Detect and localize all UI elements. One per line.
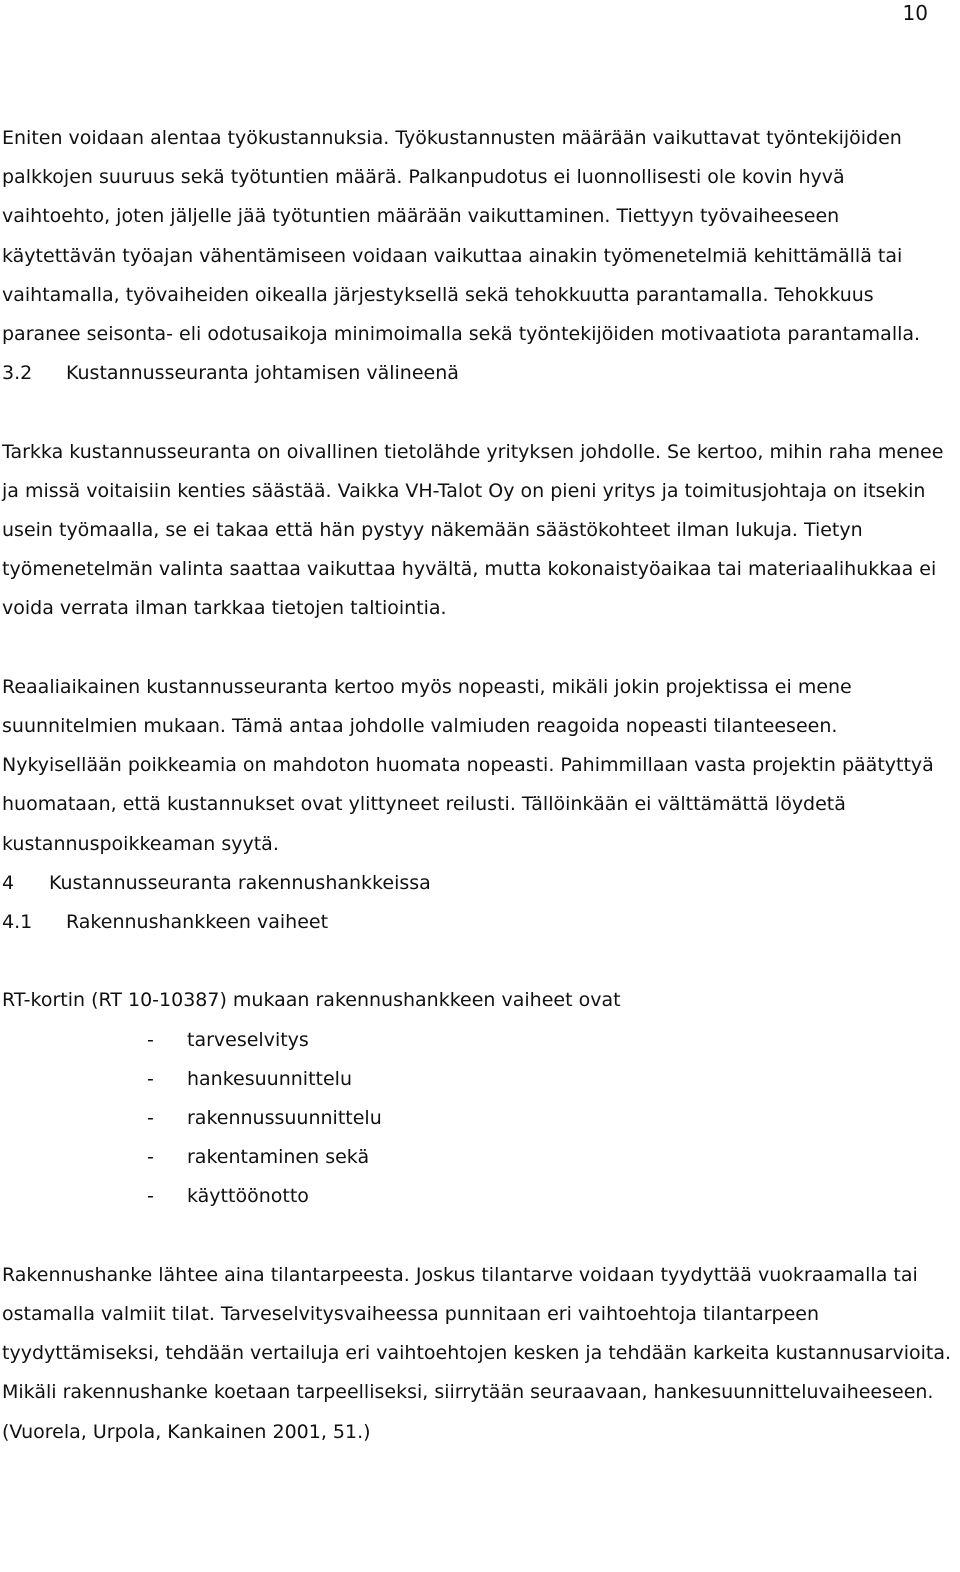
paragraph-cost-tracking: Tarkka kustannusseuranta on oivallinen tietolähde yrityksen johdolle. Se kertoo, mihin raha menee ja missä voitaisiin kenties säästää. Vaikka VH-Talot Oy on pieni yritys ja toimitusjohtaja on itsekin usein työmaalla, se ei takaa että hän pystyy näkemään säästökohteet ilman lukuja. Tietyn työmenetelmän valinta saattaa vaikuttaa hyvältä, mutta kokonaistyöaikaa tai materiaalihukkaa ei voida verrata ilman tarkkaa tietojen taltiointia. xyxy=(2,440,944,620)
heading-section-3-2 xyxy=(2,354,952,393)
list-bullet: - xyxy=(147,1107,154,1130)
heading-number: 4 xyxy=(2,871,15,894)
page-number: 10 xyxy=(902,1,928,25)
heading-number: 4.1 xyxy=(2,911,33,934)
phase-list xyxy=(2,1021,952,1217)
list-item xyxy=(2,1177,952,1216)
heading-title: Rakennushankkeen vaiheet xyxy=(66,911,329,934)
list-bullet: - xyxy=(147,1185,154,1208)
heading-title: Kustannusseuranta johtamisen välineenä xyxy=(66,362,459,385)
list-item-text: hankesuunnittelu xyxy=(187,1067,352,1090)
paragraph-realtime-tracking: Reaaliaikainen kustannusseuranta kertoo myös nopeasti, mikäli jokin projektissa ei mene suunnitelmien mukaan. Tämä antaa johdolle valmiuden reagoida nopeasti tilanteeseen. Nykyisellään poikkeamia on mahdoton huomata nopeasti. Pahimmillaan vasta projektin päätyttyä huomataan, että kustannukset ovat ylittyneet reilusti. Tällöinkään ei välttämättä löydetä kustannuspoikkeaman syytä. xyxy=(2,675,934,855)
heading-number: 3.2 xyxy=(2,362,33,385)
list-bullet: - xyxy=(147,1067,154,1090)
paragraph-project-start: Rakennushanke lähtee aina tilantarpeesta. Joskus tilantarve voidaan tyydyttää vuokraamalla tai ostamalla valmiit tilat. Tarveselvitysvaiheessa punnitaan eri vaihtoehtoja tilantarpeen tyydyttämiseksi, tehdään vertailuja eri vaihtoehtojen kesken ja tehdään karkeita kustannusarvioita. Mikäli rakennushanke koetaan tarpeelliseksi, siirrytään seuraavaan, hankesuunnitteluvaiheeseen. (Vuorela, Urpola, Kankainen 2001, 51.) xyxy=(2,1263,952,1443)
list-bullet: - xyxy=(147,1146,154,1169)
list-item xyxy=(2,1021,952,1060)
list-item-text: rakennussuunnittelu xyxy=(187,1107,382,1130)
heading-section-4 xyxy=(2,864,952,903)
list-item xyxy=(2,1138,952,1177)
list-item xyxy=(2,1060,952,1099)
document-body xyxy=(2,119,952,1452)
list-item-text: käyttöönotto xyxy=(187,1185,309,1208)
list-item-text: rakentaminen sekä xyxy=(187,1146,370,1169)
paragraph-labor-costs: Eniten voidaan alentaa työkustannuksia. Työkustannusten määrään vaikuttavat työntekijöiden palkkojen suuruus sekä työtuntien määrä. Palkanpudotus ei luonnollisesti ole kovin hyvä vaihtoehto, joten jäljelle jää työtuntien määrään vaikuttaminen. Tiettyyn työvaiheeseen käytettävän työajan vähentämiseen voidaan vaikuttaa ainakin työmenetelmiä kehittämällä tai vaihtamalla, työvaiheiden oikealla järjestyksellä sekä tehokkuutta parantamalla. Tehokkuus paranee seisonta- eli odotusaikoja minimoimalla sekä työntekijöiden motivaatiota parantamalla. xyxy=(2,127,921,346)
list-item-text: tarveselvitys xyxy=(187,1028,309,1051)
paragraph-rt-card: RT-kortin (RT 10-10387) mukaan rakennushankkeen vaiheet ovat xyxy=(2,989,621,1012)
heading-section-4-1 xyxy=(2,903,952,942)
list-item xyxy=(2,1099,952,1138)
heading-title: Kustannusseuranta rakennushankkeissa xyxy=(49,871,431,894)
list-bullet: - xyxy=(147,1028,154,1051)
